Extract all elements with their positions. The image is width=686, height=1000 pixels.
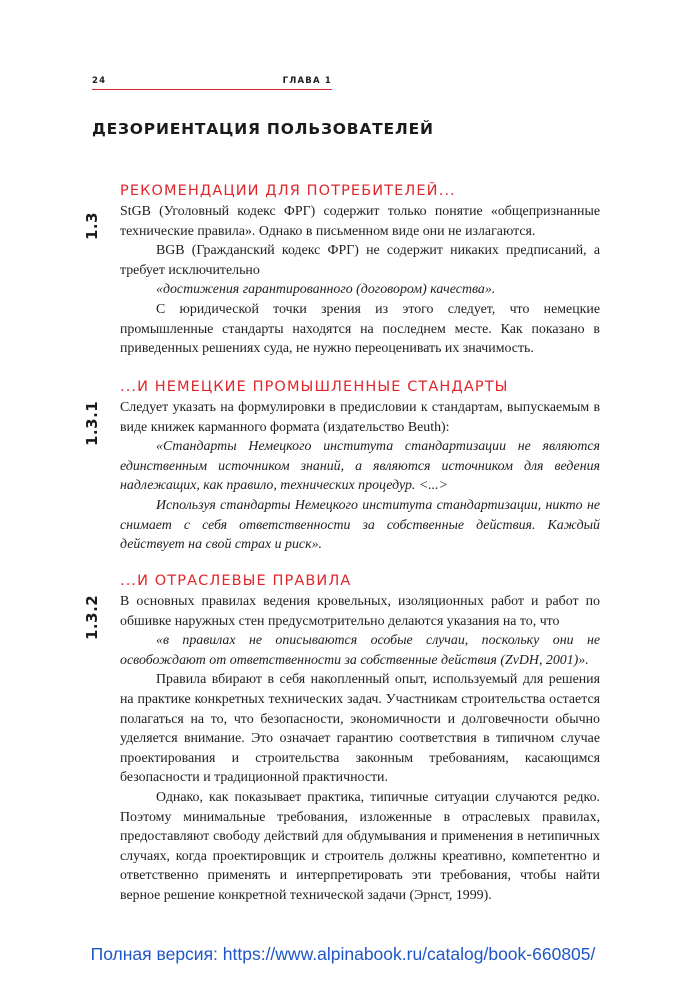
page-number: 24 — [92, 76, 107, 86]
paragraph: Следует указать на формулировки в предисловии к стандартам, выпускаемым в виде книжек карманного формата (издательство Beuth): — [120, 400, 600, 435]
section-heading: ...И ОТРАСЛЕВЫЕ ПРАВИЛА — [120, 573, 352, 589]
running-header — [92, 76, 332, 90]
section-number: 1.3.2 — [83, 594, 101, 640]
section-1-3-1 — [120, 377, 600, 555]
quote: «в правилах не описываются особые случаи, поскольку они не освобождают от ответственности за собственные действия (ZvDH, 2001)». — [120, 633, 600, 668]
quote: Используя стандарты Немецкого института стандартизации, никто не снимает с себя ответственности за собственные действия. Каждый действует на свой страх и риск». — [120, 497, 600, 553]
paragraph: BGB (Гражданский кодекс ФРГ) не содержит никаких предписаний, а требует исключительно — [120, 243, 600, 278]
section-1-3 — [120, 181, 600, 359]
paragraph: StGB (Уголовный кодекс ФРГ) содержит только понятие «общепризнанные технические правила». Однако в письменном виде они не излагаются. — [120, 204, 600, 239]
quote: «достижения гарантированного (договором) качества». — [156, 282, 496, 298]
page-title: ДЕЗОРИЕНТАЦИЯ ПОЛЬЗОВАТЕЛЕЙ — [92, 120, 434, 138]
paragraph: Однако, как показывает практика, типичные ситуации случаются редко. Поэтому минимальные требования, изложенные в отраслевых правилах, предоставляют свободу действий для обдумывания и применения в нетипичных случаях, когда проектировщик и строитель должны креативно, компетентно и ответственно применять и интерпретировать эти требования, чтобы найти верное решение конкретной технической задачи (Эрнст, 1999). — [120, 789, 600, 903]
section-number: 1.3 — [83, 211, 101, 240]
section-heading: РЕКОМЕНДАЦИИ ДЛЯ ПОТРЕБИТЕЛЕЙ... — [120, 183, 456, 199]
section-1-3-2 — [120, 571, 600, 906]
paragraph: В основных правилах ведения кровельных, изоляционных работ и работ по обшивке наружных стен предусмотрительно делаются указания на то, что — [120, 594, 600, 629]
paragraph: С юридической точки зрения из этого следует, что немецкие промышленные стандарты находятся на последнем месте. Как показано в приведенных решениях суда, не нужно переоценивать их значимость. — [120, 301, 600, 357]
paragraph: Правила вбирают в себя накопленный опыт, используемый для решения на практике конкретных технических задач. Участникам строительства остается полагаться на то, что безопасности, экономичности и долговечности обычно уделяется внимание. Это означает гарантию соответствия в типичном случае проектирования и строительства законным требованиям, касающимся безопасности и традиционной практичности. — [120, 672, 600, 786]
full-version-link[interactable]: Полная версия: https://www.alpinabook.ru/catalog/book-660805/ — [90, 944, 596, 964]
section-number: 1.3.1 — [83, 400, 101, 446]
section-heading: ...И НЕМЕЦКИЕ ПРОМЫШЛЕННЫЕ СТАНДАРТЫ — [120, 379, 509, 395]
header-rule — [92, 89, 332, 90]
chapter-label: ГЛАВА 1 — [282, 76, 332, 86]
quote: «Стандарты Немецкого института стандартизации не являются единственным источником знаний, а являются источником для ведения надлежащих, как правило, технических процедур. <...> — [120, 439, 600, 494]
